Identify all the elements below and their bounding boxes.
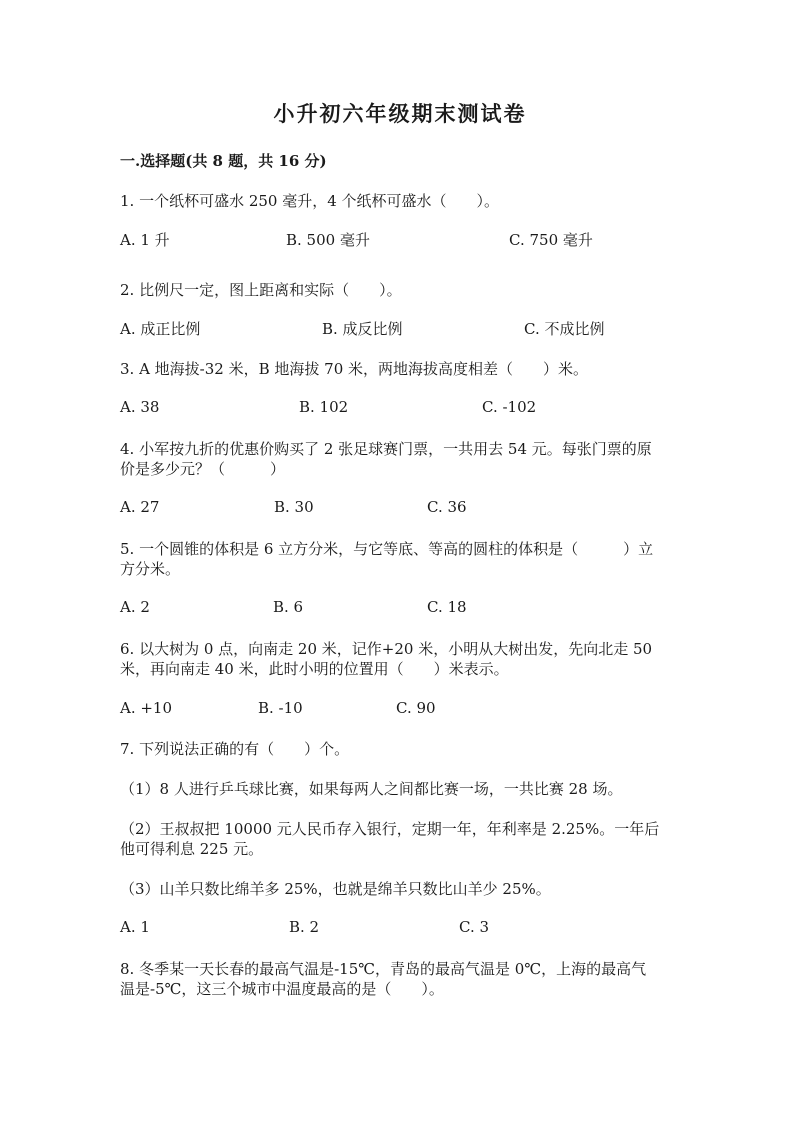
q3-option-b: B. 102 [299, 398, 349, 416]
q6-option-c: C. 90 [396, 699, 436, 717]
question-7: 7. 下列说法正确的有（ ）个。 [120, 740, 350, 758]
q1-option-b: B. 500 毫升 [286, 231, 370, 249]
question-5-line-2: 方分米。 [120, 560, 181, 578]
q7-option-a: A. 1 [120, 918, 150, 936]
q4-option-b: B. 30 [274, 498, 314, 516]
q4-option-c: C. 36 [427, 498, 467, 516]
question-1: 1. 一个纸杯可盛水 250 毫升，4 个纸杯可盛水（ ）。 [120, 192, 500, 210]
q3-option-a: A. 38 [120, 398, 160, 416]
question-8-line-2: 温是-5℃，这三个城市中温度最高的是（ ）。 [120, 980, 444, 998]
q4-option-a: A. 27 [120, 498, 160, 516]
q5-option-c: C. 18 [427, 598, 467, 616]
q7-statement-2-line-1: （2）王叔叔把 10000 元人民币存入银行，定期一年，年利率是 2.25%。一年后 [120, 820, 660, 838]
q5-option-a: A. 2 [120, 598, 150, 616]
q2-option-c: C. 不成比例 [524, 320, 605, 338]
question-4-line-2: 价是多少元？（ ） [120, 460, 286, 478]
q7-option-b: B. 2 [289, 918, 320, 936]
q2-option-a: A. 成正比例 [120, 320, 201, 338]
question-3: 3. A 地海拔-32 米，B 地海拔 70 米，两地海拔高度相差（ ）米。 [120, 360, 589, 378]
q3-option-c: C. -102 [482, 398, 537, 416]
question-6-line-1: 6. 以大树为 0 点，向南走 20 米，记作+20 米，小明从大树出发，先向北走 50 [120, 640, 653, 658]
question-2: 2. 比例尺一定，图上距离和实际（ ）。 [120, 281, 402, 299]
q7-option-c: C. 3 [459, 918, 490, 936]
q6-option-a: A. +10 [120, 699, 173, 717]
q7-statement-3: （3）山羊只数比绵羊多 25%，也就是绵羊只数比山羊少 25%。 [120, 880, 551, 898]
question-8-line-1: 8. 冬季某一天长春的最高气温是-15℃，青岛的最高气温是 0℃，上海的最高气 [120, 960, 647, 978]
q7-statement-1: （1）8 人进行乒乓球比赛，如果每两人之间都比赛一场，一共比赛 28 场。 [120, 780, 623, 798]
q2-option-b: B. 成反比例 [322, 320, 403, 338]
page-title: 小升初六年级期末测试卷 [273, 101, 527, 126]
question-5-line-1: 5. 一个圆锥的体积是 6 立方分米，与它等底、等高的圆柱的体积是（ ）立 [120, 540, 654, 558]
q5-option-b: B. 6 [273, 598, 304, 616]
q7-statement-2-line-2: 他可得利息 225 元。 [120, 840, 264, 858]
question-6-line-2: 米，再向南走 40 米，此时小明的位置用（ ）米表示。 [120, 660, 509, 678]
q1-option-c: C. 750 毫升 [509, 231, 593, 249]
q1-option-a: A. 1 升 [120, 231, 170, 249]
question-4-line-1: 4. 小军按九折的优惠价购买了 2 张足球赛门票，一共用去 54 元。每张门票的原 [120, 440, 652, 458]
section-heading: 一.选择题(共 8 题，共 16 分) [120, 152, 327, 170]
q6-option-b: B. -10 [258, 699, 303, 717]
